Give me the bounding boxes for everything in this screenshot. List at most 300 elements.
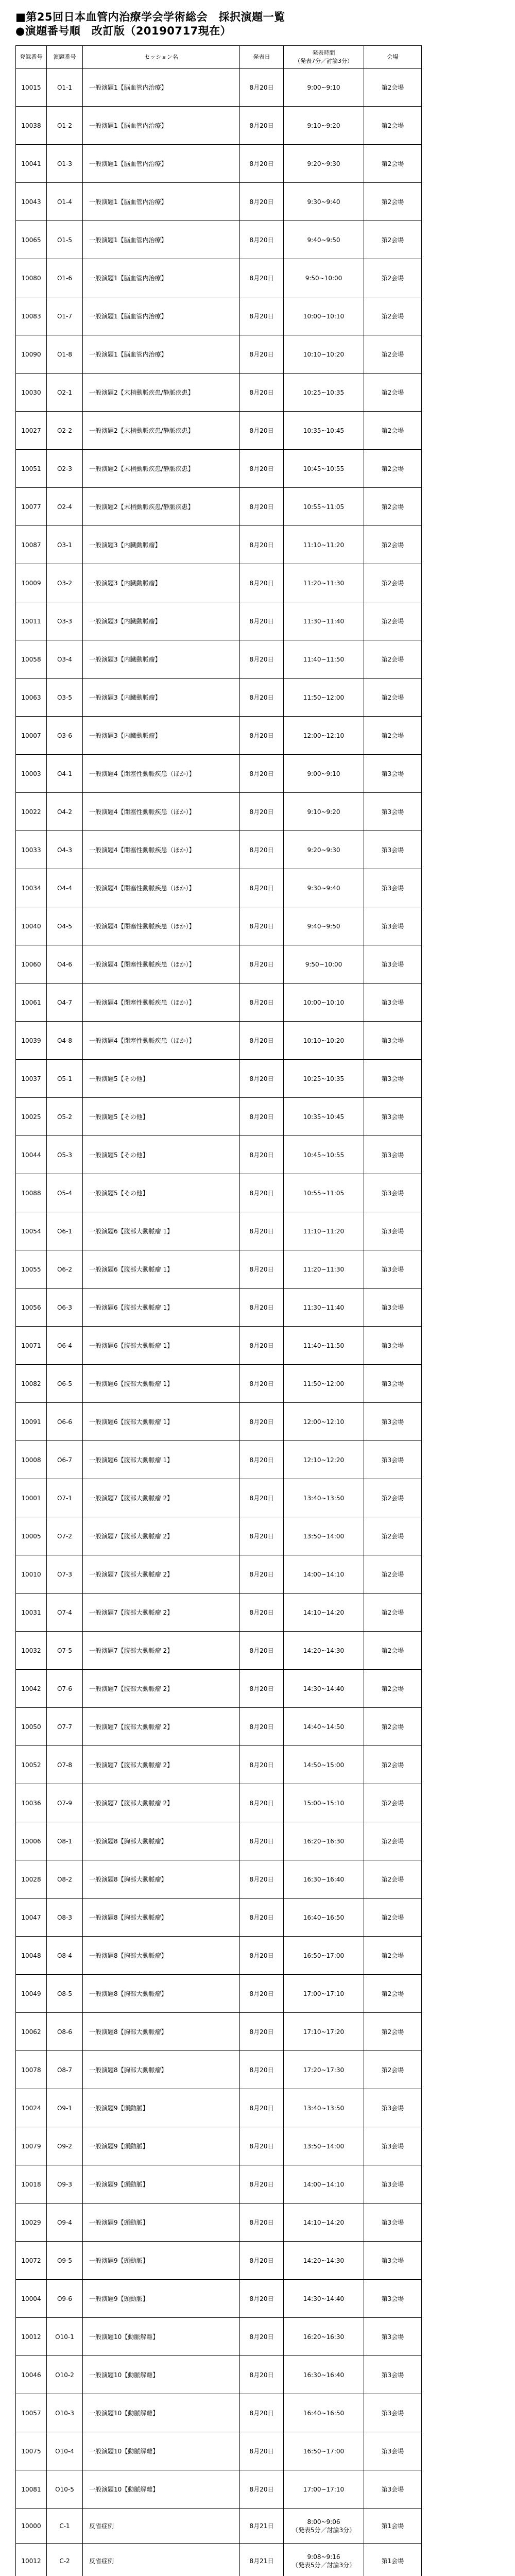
cell-venue: 第2会場: [364, 221, 422, 259]
cell-reg-no: 10090: [16, 335, 47, 374]
cell-abstract-no: O2-4: [47, 488, 83, 526]
cell-reg-no: 10024: [16, 2089, 47, 2127]
table-row: [16, 945, 422, 984]
table-row: [16, 2509, 422, 2544]
cell-time: 14:30~14:40: [284, 2280, 364, 2318]
cell-date: 8月20日: [240, 1708, 284, 1746]
cell-time: 16:30~16:40: [284, 1860, 364, 1899]
cell-date: 8月20日: [240, 107, 284, 145]
cell-date: 8月20日: [240, 1746, 284, 1784]
cell-time: 11:40~11:50: [284, 1327, 364, 1365]
cell-time: [284, 2544, 364, 2576]
cell-venue: 第2会場: [364, 1975, 422, 2013]
cell-venue: 第2会場: [364, 2013, 422, 2051]
table-row: [16, 488, 422, 526]
cell-venue: 第3会場: [364, 2127, 422, 2165]
cell-time: 14:20~14:30: [284, 1632, 364, 1670]
table-row: [16, 1022, 422, 1060]
cell-reg-no: 10091: [16, 1403, 47, 1441]
table-row: [16, 2432, 422, 2470]
cell-reg-no: 10082: [16, 1365, 47, 1403]
cell-reg-no: 10088: [16, 1174, 47, 1212]
cell-time: 11:20~11:30: [284, 564, 364, 602]
table-row: [16, 831, 422, 869]
cell-time: 9:00~9:10: [284, 755, 364, 793]
table-row: [16, 1327, 422, 1365]
cell-session: 一般演題9【頭動脈】: [83, 2242, 240, 2280]
cell-venue: 第3会場: [364, 907, 422, 945]
cell-abstract-no: O10-1: [47, 2318, 83, 2356]
cell-session: 一般演題7【腹部大動脈瘤 2】: [83, 1708, 240, 1746]
table-row: [16, 907, 422, 945]
table-row: [16, 1975, 422, 2013]
header-time-line1: 発表時間: [312, 49, 335, 56]
cell-abstract-no: O3-1: [47, 526, 83, 564]
cell-venue: 第2会場: [364, 1784, 422, 1822]
header-time-line2: （発表7分／討論3分）: [295, 57, 353, 64]
cell-time-range: 9:08~9:16: [307, 2553, 340, 2561]
cell-time: 9:20~9:30: [284, 145, 364, 183]
cell-session: 一般演題6【腹部大動脈瘤 1】: [83, 1250, 240, 1289]
cell-venue: 第3会場: [364, 2280, 422, 2318]
cell-abstract-no: O7-4: [47, 1594, 83, 1632]
cell-session: 一般演題9【頭動脈】: [83, 2204, 240, 2242]
cell-session: 一般演題2【末梢動脈疾患/静脈疾患】: [83, 374, 240, 412]
cell-time: 10:00~10:10: [284, 984, 364, 1022]
cell-time: 17:00~17:10: [284, 2470, 364, 2509]
cell-date: 8月20日: [240, 2432, 284, 2470]
cell-venue: 第3会場: [364, 1174, 422, 1212]
cell-session: 一般演題7【腹部大動脈瘤 2】: [83, 1479, 240, 1517]
cell-session: 一般演題8【胸部大動脈瘤】: [83, 2051, 240, 2089]
cell-date: 8月20日: [240, 717, 284, 755]
cell-session: 一般演題1【脳血管内治療】: [83, 107, 240, 145]
cell-date: 8月20日: [240, 1022, 284, 1060]
cell-time: 13:50~14:00: [284, 2127, 364, 2165]
cell-time: 11:40~11:50: [284, 640, 364, 679]
cell-date: 8月20日: [240, 1403, 284, 1441]
cell-venue: 第3会場: [364, 1365, 422, 1403]
cell-reg-no: 10008: [16, 1441, 47, 1479]
table-row: [16, 640, 422, 679]
cell-date: 8月20日: [240, 831, 284, 869]
cell-session: 一般演題4【閉塞性動脈疾患（ほか）】: [83, 793, 240, 831]
cell-date: 8月20日: [240, 2089, 284, 2127]
cell-reg-no: 10018: [16, 2165, 47, 2204]
header-date: 発表日: [240, 46, 284, 69]
cell-venue: 第3会場: [364, 793, 422, 831]
cell-abstract-no: O4-2: [47, 793, 83, 831]
cell-time: 13:40~13:50: [284, 2089, 364, 2127]
cell-time: 9:30~9:40: [284, 869, 364, 907]
cell-date: 8月20日: [240, 602, 284, 640]
header-reg-no: 登録番号: [16, 46, 47, 69]
cell-reg-no: 10056: [16, 1289, 47, 1327]
cell-session: 一般演題8【胸部大動脈瘤】: [83, 1860, 240, 1899]
cell-session: 一般演題6【腹部大動脈瘤 1】: [83, 1403, 240, 1441]
cell-abstract-no: O1-2: [47, 107, 83, 145]
cell-reg-no: 10037: [16, 1060, 47, 1098]
cell-reg-no: 10052: [16, 1746, 47, 1784]
cell-abstract-no: O8-7: [47, 2051, 83, 2089]
cell-session: 一般演題3【内臓動脈瘤】: [83, 640, 240, 679]
cell-reg-no: 10087: [16, 526, 47, 564]
cell-venue: 第2会場: [364, 107, 422, 145]
cell-date: 8月20日: [240, 297, 284, 335]
table-row: [16, 564, 422, 602]
table-row: [16, 1822, 422, 1860]
cell-reg-no: 10032: [16, 1632, 47, 1670]
cell-venue: 第3会場: [364, 1212, 422, 1250]
cell-venue: 第3会場: [364, 1403, 422, 1441]
cell-venue: 第2会場: [364, 335, 422, 374]
table-row: [16, 450, 422, 488]
cell-venue: 第2会場: [364, 1632, 422, 1670]
cell-abstract-no: O6-5: [47, 1365, 83, 1403]
table-row: [16, 1174, 422, 1212]
cell-reg-no: 10054: [16, 1212, 47, 1250]
table-row: [16, 1632, 422, 1670]
cell-abstract-no: O8-6: [47, 2013, 83, 2051]
cell-reg-no: 10015: [16, 69, 47, 107]
cell-session: 一般演題1【脳血管内治療】: [83, 69, 240, 107]
cell-date: 8月20日: [240, 2280, 284, 2318]
cell-session: 一般演題4【閉塞性動脈疾患（ほか）】: [83, 907, 240, 945]
table-row: [16, 1212, 422, 1250]
cell-session: 一般演題10【動脈解離】: [83, 2470, 240, 2509]
cell-abstract-no: O8-2: [47, 1860, 83, 1899]
cell-date: 8月20日: [240, 1327, 284, 1365]
cell-date: 8月20日: [240, 2013, 284, 2051]
cell-reg-no: 10055: [16, 1250, 47, 1289]
cell-session: 一般演題8【胸部大動脈瘤】: [83, 2013, 240, 2051]
cell-abstract-no: O4-5: [47, 907, 83, 945]
cell-date: 8月20日: [240, 1060, 284, 1098]
cell-abstract-no: O10-5: [47, 2470, 83, 2509]
cell-reg-no: 10030: [16, 374, 47, 412]
cell-venue: 第3会場: [364, 2394, 422, 2432]
cell-abstract-no: O5-2: [47, 1098, 83, 1136]
cell-date: 8月20日: [240, 2165, 284, 2204]
cell-venue: 第2会場: [364, 1594, 422, 1632]
cell-reg-no: 10047: [16, 1899, 47, 1937]
cell-date: 8月20日: [240, 1517, 284, 1555]
cell-venue: 第2会場: [364, 488, 422, 526]
cell-session: 一般演題6【腹部大動脈瘤 1】: [83, 1441, 240, 1479]
cell-abstract-no: O10-4: [47, 2432, 83, 2470]
cell-reg-no: 10071: [16, 1327, 47, 1365]
cell-venue: 第2会場: [364, 297, 422, 335]
cell-venue: 第3会場: [364, 1289, 422, 1327]
cell-reg-no: 10046: [16, 2356, 47, 2394]
cell-venue: 第2会場: [364, 526, 422, 564]
cell-venue: 第3会場: [364, 2165, 422, 2204]
cell-reg-no: 10025: [16, 1098, 47, 1136]
cell-time: 9:40~9:50: [284, 907, 364, 945]
cell-session: 一般演題2【末梢動脈疾患/静脈疾患】: [83, 412, 240, 450]
cell-venue: 第3会場: [364, 2204, 422, 2242]
cell-abstract-no: O8-3: [47, 1899, 83, 1937]
table-body: [16, 69, 422, 2576]
cell-session: 一般演題7【腹部大動脈瘤 2】: [83, 1670, 240, 1708]
cell-venue: 第2会場: [364, 1937, 422, 1975]
table-row: [16, 1708, 422, 1746]
cell-date: 8月20日: [240, 488, 284, 526]
cell-venue: 第2会場: [364, 2051, 422, 2089]
cell-reg-no: 10072: [16, 2242, 47, 2280]
cell-session: 一般演題8【胸部大動脈瘤】: [83, 1937, 240, 1975]
cell-reg-no: 10029: [16, 2204, 47, 2242]
cell-date: 8月20日: [240, 526, 284, 564]
table-row: [16, 1860, 422, 1899]
cell-abstract-no: O7-3: [47, 1555, 83, 1594]
cell-venue: 第2会場: [364, 183, 422, 221]
cell-abstract-no: O1-3: [47, 145, 83, 183]
cell-reg-no: 10044: [16, 1136, 47, 1174]
table-row: [16, 1441, 422, 1479]
cell-date: 8月20日: [240, 1784, 284, 1822]
cell-time: 10:00~10:10: [284, 297, 364, 335]
cell-session: 一般演題3【内臓動脈瘤】: [83, 602, 240, 640]
cell-abstract-no: O4-7: [47, 984, 83, 1022]
cell-date: 8月20日: [240, 907, 284, 945]
cell-session: 一般演題9【頭動脈】: [83, 2089, 240, 2127]
cell-venue: 第3会場: [364, 1136, 422, 1174]
cell-venue: 第3会場: [364, 2432, 422, 2470]
cell-date: 8月20日: [240, 869, 284, 907]
cell-date: 8月20日: [240, 2318, 284, 2356]
cell-date: 8月20日: [240, 984, 284, 1022]
cell-time: 16:50~17:00: [284, 2432, 364, 2470]
cell-reg-no: 10004: [16, 2280, 47, 2318]
cell-date: 8月20日: [240, 679, 284, 717]
cell-date: 8月20日: [240, 2242, 284, 2280]
cell-abstract-no: O9-3: [47, 2165, 83, 2204]
cell-venue: 第3会場: [364, 984, 422, 1022]
cell-abstract-no: O4-3: [47, 831, 83, 869]
cell-session: 一般演題10【動脈解離】: [83, 2432, 240, 2470]
cell-time: [284, 2509, 364, 2544]
cell-reg-no: 10080: [16, 259, 47, 297]
cell-time-note: （発表5分／討論3分）: [291, 2561, 356, 2569]
cell-time: 10:45~10:55: [284, 1136, 364, 1174]
cell-date: 8月20日: [240, 221, 284, 259]
cell-session: 一般演題9【頭動脈】: [83, 2127, 240, 2165]
cell-time: 9:10~9:20: [284, 107, 364, 145]
cell-time: 17:20~17:30: [284, 2051, 364, 2089]
cell-session: 一般演題1【脳血管内治療】: [83, 259, 240, 297]
cell-time: 10:10~10:20: [284, 335, 364, 374]
table-row: [16, 221, 422, 259]
table-row: [16, 2544, 422, 2576]
cell-time: 14:40~14:50: [284, 1708, 364, 1746]
cell-date: 8月20日: [240, 640, 284, 679]
cell-date: 8月20日: [240, 793, 284, 831]
cell-time: 11:10~11:20: [284, 1212, 364, 1250]
abstract-table: [15, 45, 422, 2576]
table-row: [16, 1784, 422, 1822]
cell-reg-no: 10027: [16, 412, 47, 450]
cell-venue: 第3会場: [364, 1441, 422, 1479]
cell-venue: 第3会場: [364, 2089, 422, 2127]
cell-date: 8月20日: [240, 145, 284, 183]
cell-abstract-no: O1-7: [47, 297, 83, 335]
cell-session: 一般演題10【動脈解離】: [83, 2394, 240, 2432]
cell-date: 8月20日: [240, 1365, 284, 1403]
document-subtitle: ●演題番号順 改訂版（20190717現在）: [15, 25, 232, 37]
table-row: [16, 412, 422, 450]
cell-date: 8月21日: [240, 2509, 284, 2544]
cell-reg-no: 10001: [16, 1479, 47, 1517]
cell-venue: 第3会場: [364, 1098, 422, 1136]
cell-abstract-no: O5-1: [47, 1060, 83, 1098]
cell-venue: 第3会場: [364, 2470, 422, 2509]
cell-time: 16:40~16:50: [284, 1899, 364, 1937]
cell-abstract-no: O8-1: [47, 1822, 83, 1860]
cell-session: 一般演題3【内臓動脈瘤】: [83, 526, 240, 564]
cell-time: 9:40~9:50: [284, 221, 364, 259]
cell-reg-no: 10050: [16, 1708, 47, 1746]
table-row: [16, 2242, 422, 2280]
cell-abstract-no: O3-4: [47, 640, 83, 679]
cell-time: 14:10~14:20: [284, 2204, 364, 2242]
cell-session: 一般演題4【閉塞性動脈疾患（ほか）】: [83, 945, 240, 984]
table-row: [16, 2089, 422, 2127]
table-row: [16, 297, 422, 335]
table-row: [16, 984, 422, 1022]
cell-session: 一般演題7【腹部大動脈瘤 2】: [83, 1594, 240, 1632]
cell-venue: 第3会場: [364, 1060, 422, 1098]
cell-time: 13:50~14:00: [284, 1517, 364, 1555]
cell-venue: 第1会場: [364, 2509, 422, 2544]
cell-time: 9:50~10:00: [284, 259, 364, 297]
cell-time: 10:55~11:05: [284, 1174, 364, 1212]
table-row: [16, 869, 422, 907]
table-row: [16, 1365, 422, 1403]
cell-date: 8月20日: [240, 1975, 284, 2013]
cell-session: 一般演題5【その他】: [83, 1136, 240, 1174]
table-row: [16, 2318, 422, 2356]
cell-reg-no: 10062: [16, 2013, 47, 2051]
cell-date: 8月20日: [240, 1555, 284, 1594]
cell-time: 16:50~17:00: [284, 1937, 364, 1975]
cell-venue: 第2会場: [364, 145, 422, 183]
cell-session: 一般演題6【腹部大動脈瘤 1】: [83, 1212, 240, 1250]
cell-date: 8月20日: [240, 1479, 284, 1517]
table-row: [16, 69, 422, 107]
cell-session: 一般演題10【動脈解離】: [83, 2356, 240, 2394]
cell-time: 11:30~11:40: [284, 602, 364, 640]
cell-reg-no: 10000: [16, 2509, 47, 2544]
table-row: [16, 1594, 422, 1632]
cell-session: 一般演題3【内臓動脈瘤】: [83, 717, 240, 755]
cell-time: 14:50~15:00: [284, 1746, 364, 1784]
cell-time: 9:50~10:00: [284, 945, 364, 984]
cell-session: 一般演題8【胸部大動脈瘤】: [83, 1899, 240, 1937]
cell-reg-no: 10051: [16, 450, 47, 488]
cell-session: 一般演題3【内臓動脈瘤】: [83, 679, 240, 717]
cell-abstract-no: O4-1: [47, 755, 83, 793]
cell-reg-no: 10028: [16, 1860, 47, 1899]
cell-date: 8月20日: [240, 945, 284, 984]
cell-reg-no: 10078: [16, 2051, 47, 2089]
cell-reg-no: 10060: [16, 945, 47, 984]
cell-session: 一般演題1【脳血管内治療】: [83, 297, 240, 335]
cell-date: 8月20日: [240, 259, 284, 297]
cell-venue: 第2会場: [364, 1860, 422, 1899]
cell-date: 8月20日: [240, 1899, 284, 1937]
table-row: [16, 755, 422, 793]
table-row: [16, 717, 422, 755]
table-row: [16, 2165, 422, 2204]
cell-time: 9:20~9:30: [284, 831, 364, 869]
cell-time: 9:00~9:10: [284, 69, 364, 107]
cell-time: 17:00~17:10: [284, 1975, 364, 2013]
table-row: [16, 107, 422, 145]
cell-abstract-no: O2-3: [47, 450, 83, 488]
cell-reg-no: 10081: [16, 2470, 47, 2509]
cell-date: 8月20日: [240, 1594, 284, 1632]
cell-venue: 第2会場: [364, 259, 422, 297]
cell-date: 8月20日: [240, 1136, 284, 1174]
table-row: [16, 1517, 422, 1555]
cell-venue: 第2会場: [364, 1479, 422, 1517]
cell-reg-no: 10079: [16, 2127, 47, 2165]
cell-venue: 第2会場: [364, 1746, 422, 1784]
cell-abstract-no: O10-2: [47, 2356, 83, 2394]
cell-venue: 第2会場: [364, 1822, 422, 1860]
cell-session: 一般演題3【内臓動脈瘤】: [83, 564, 240, 602]
cell-time: 10:25~10:35: [284, 1060, 364, 1098]
cell-time: 14:20~14:30: [284, 2242, 364, 2280]
cell-time: 12:00~12:10: [284, 1403, 364, 1441]
cell-reg-no: 10041: [16, 145, 47, 183]
cell-abstract-no: O3-3: [47, 602, 83, 640]
cell-session: 一般演題1【脳血管内治療】: [83, 221, 240, 259]
cell-session: 一般演題6【腹部大動脈瘤 1】: [83, 1365, 240, 1403]
cell-reg-no: 10012: [16, 2544, 47, 2576]
cell-abstract-no: O1-4: [47, 183, 83, 221]
cell-reg-no: 10049: [16, 1975, 47, 2013]
table-row: [16, 1098, 422, 1136]
table-row: [16, 2356, 422, 2394]
cell-abstract-no: O3-6: [47, 717, 83, 755]
cell-abstract-no: O8-4: [47, 1937, 83, 1975]
cell-abstract-no: O4-8: [47, 1022, 83, 1060]
header-abstract-no: 演題番号: [47, 46, 83, 69]
cell-venue: 第3会場: [364, 1022, 422, 1060]
cell-reg-no: 10033: [16, 831, 47, 869]
cell-venue: 第2会場: [364, 717, 422, 755]
cell-abstract-no: O6-4: [47, 1327, 83, 1365]
cell-time: 14:00~14:10: [284, 1555, 364, 1594]
table-row: [16, 335, 422, 374]
cell-reg-no: 10034: [16, 869, 47, 907]
cell-session: 一般演題5【その他】: [83, 1174, 240, 1212]
cell-date: 8月20日: [240, 1441, 284, 1479]
cell-session: 反省症例: [83, 2509, 240, 2544]
cell-time: 15:00~15:10: [284, 1784, 364, 1822]
cell-date: 8月20日: [240, 1670, 284, 1708]
cell-reg-no: 10011: [16, 602, 47, 640]
cell-date: 8月20日: [240, 2204, 284, 2242]
cell-abstract-no: O7-1: [47, 1479, 83, 1517]
cell-date: 8月20日: [240, 1632, 284, 1670]
cell-time: 10:10~10:20: [284, 1022, 364, 1060]
cell-time: 10:45~10:55: [284, 450, 364, 488]
cell-time: 16:20~16:30: [284, 1822, 364, 1860]
cell-session: 一般演題10【動脈解離】: [83, 2318, 240, 2356]
